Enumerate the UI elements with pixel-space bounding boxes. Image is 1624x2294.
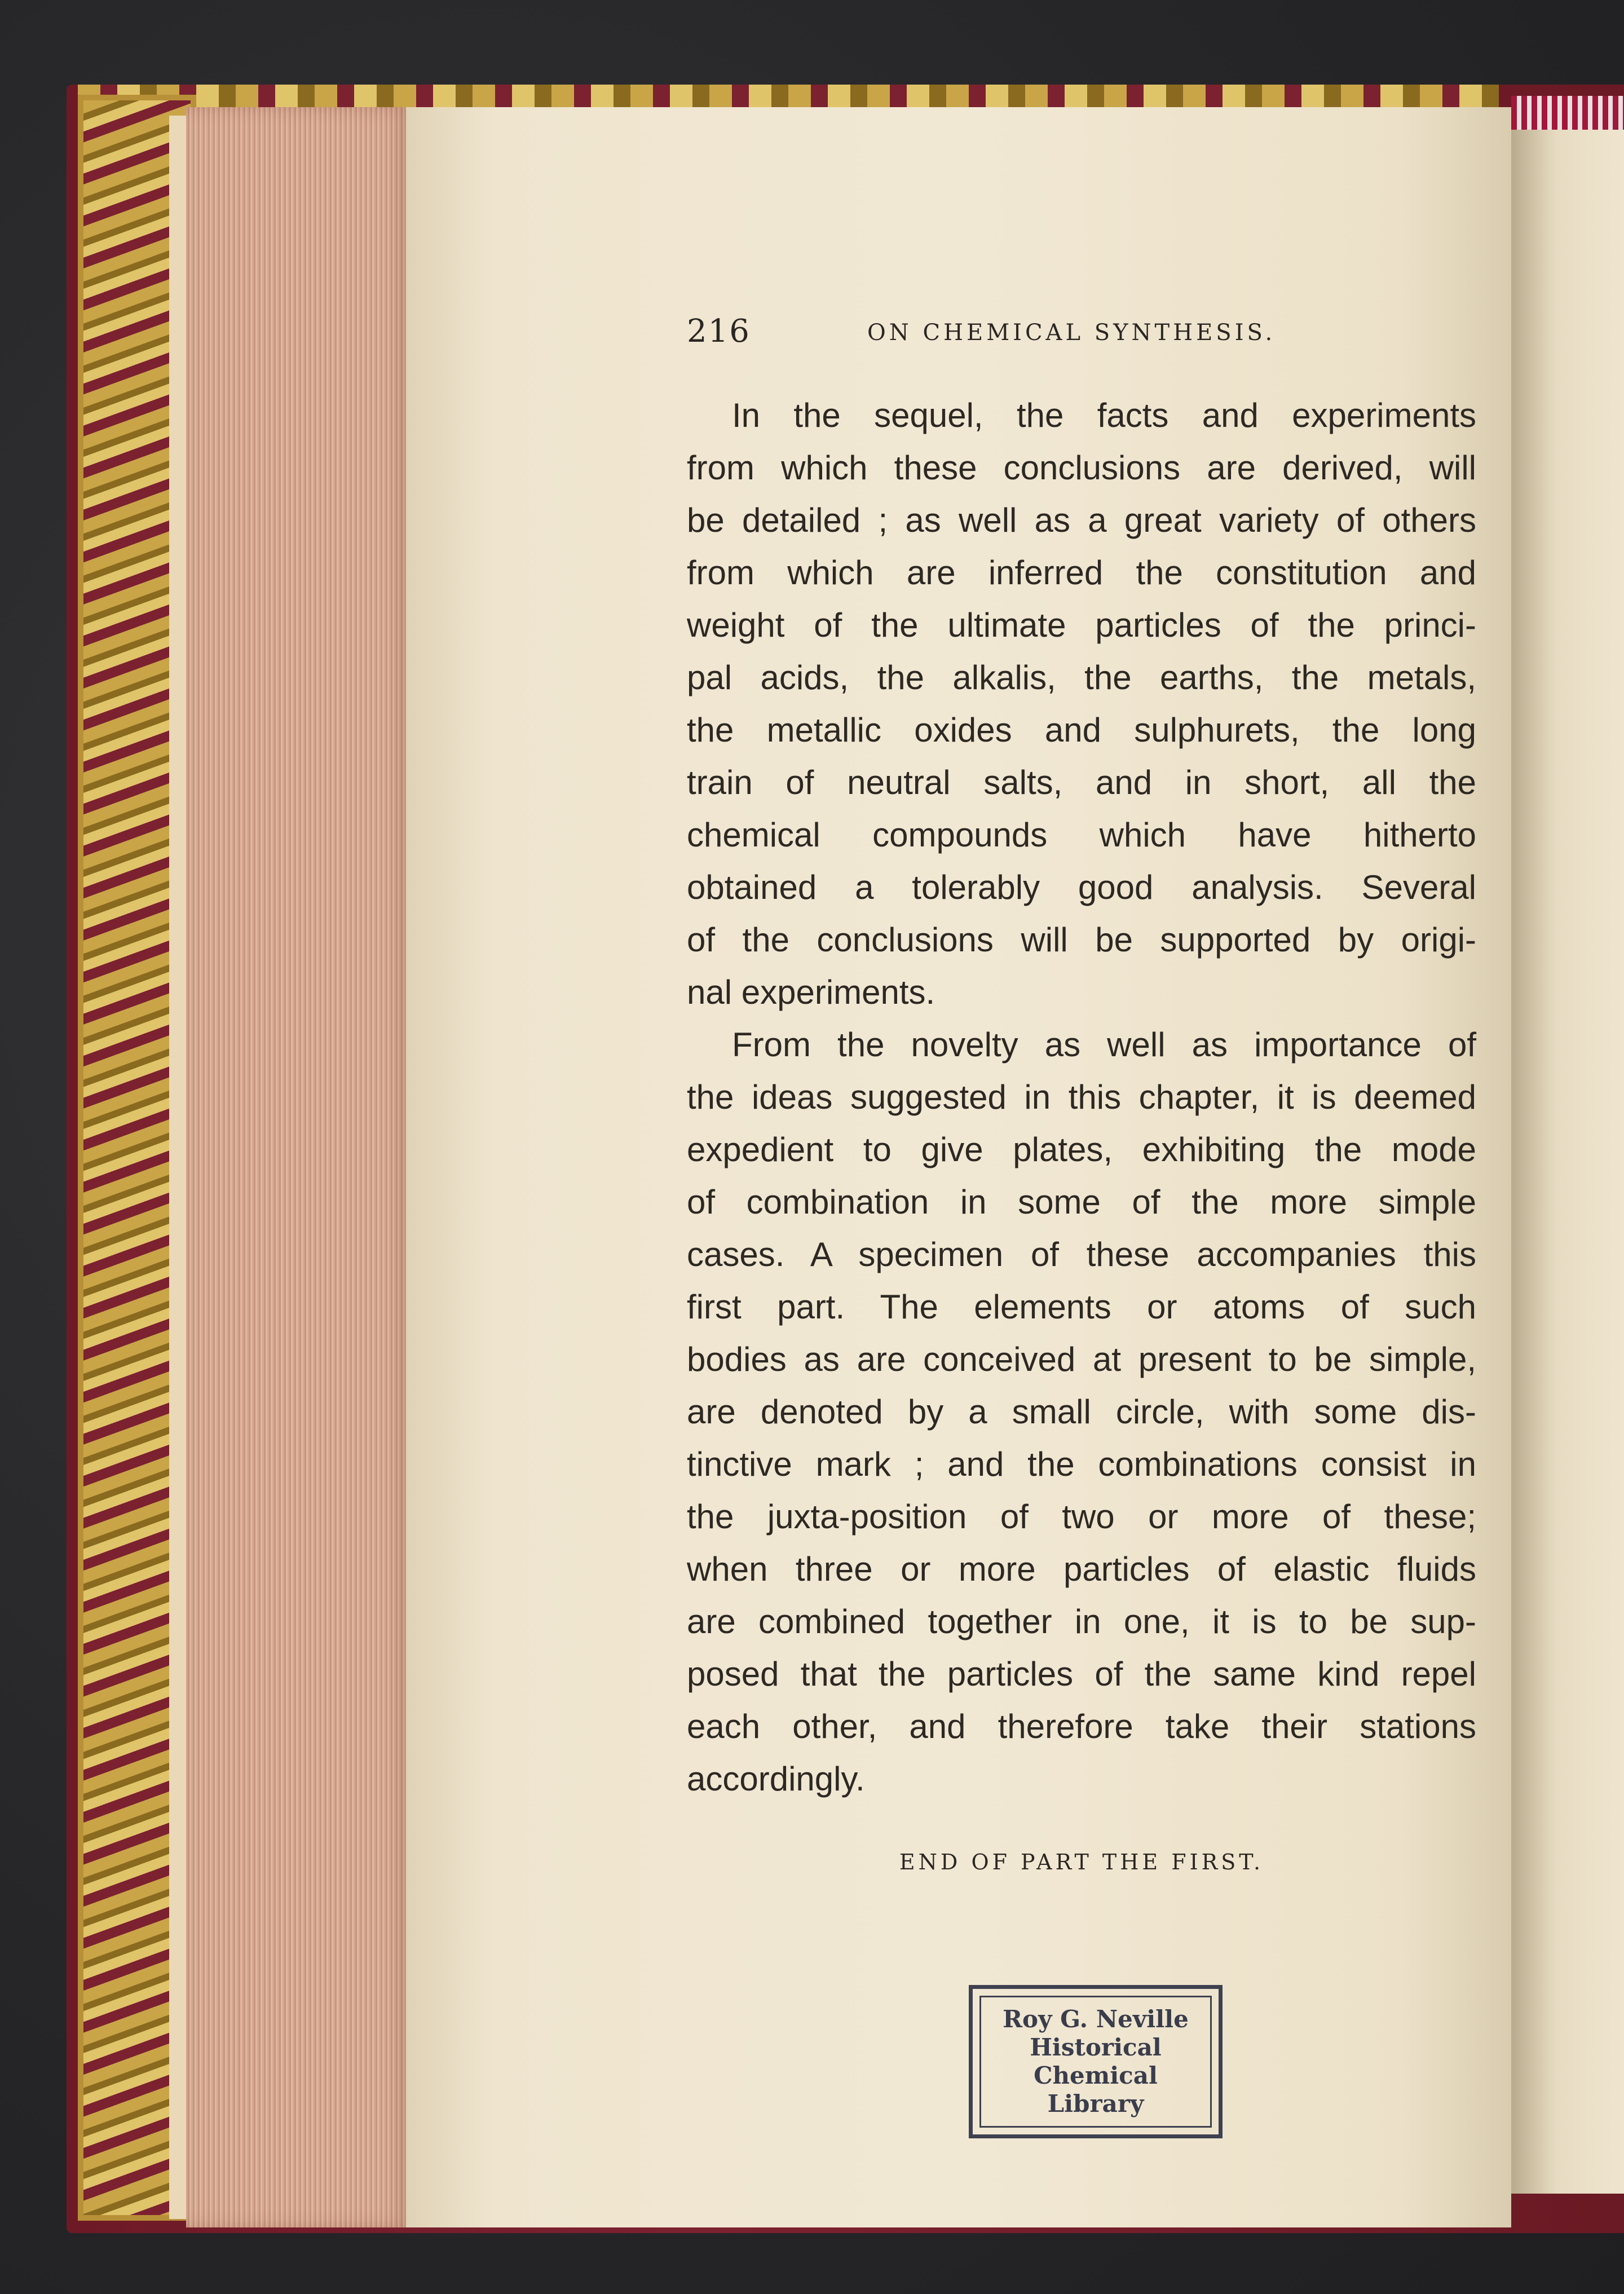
text-line: first part. The elements or atoms of such — [687, 1288, 1476, 1326]
stamp-line: Historical — [1030, 2033, 1162, 2061]
text-line: posed that the particles of the same kind repel — [687, 1655, 1476, 1693]
text-line: cases. A specimen of these accompanies this — [687, 1236, 1476, 1273]
text-line: tinctive mark ; and the combinations consist in — [687, 1445, 1476, 1483]
text-line: weight of the ultimate particles of the princi- — [687, 606, 1476, 644]
text-line: from which are inferred the constitution and — [687, 554, 1476, 592]
text-line: bodies as are conceived at present to be simple, — [687, 1340, 1476, 1378]
library-stamp — [969, 1985, 1223, 2138]
text-line: are denoted by a small circle, with some dis- — [687, 1393, 1476, 1431]
text-line: accordingly. — [687, 1760, 865, 1798]
page-header — [687, 313, 1476, 352]
text-line: expedient to give plates, exhibiting the mode — [687, 1131, 1476, 1168]
text-line: train of neutral salts, and in short, all the — [687, 764, 1476, 801]
facing-page — [1511, 130, 1624, 2194]
page-number: 216 — [687, 313, 751, 350]
text-line: of the conclusions will be supported by origi- — [687, 921, 1476, 959]
text-line: nal experiments. — [687, 973, 935, 1011]
body-text — [687, 389, 1476, 1805]
end-of-part-note: END OF PART THE FIRST. — [899, 1850, 1264, 1874]
text-line: pal acids, the alkalis, the earths, the metals, — [687, 659, 1476, 696]
text-line: are combined together in one, it is to be sup- — [687, 1603, 1476, 1640]
stamp-line: Library — [1047, 2090, 1144, 2117]
right-headband — [1511, 96, 1624, 130]
stamp-text — [983, 2005, 1208, 2118]
text-line: the ideas suggested in this chapter, it is deemed — [687, 1078, 1476, 1116]
stamp-line: Roy G. Neville — [1003, 2005, 1189, 2033]
text-line: obtained a tolerably good analysis. Several — [687, 868, 1476, 906]
text-line: when three or more particles of elastic fluids — [687, 1550, 1476, 1588]
stamp-line: Chemical — [1034, 2062, 1158, 2089]
text-line: chemical compounds which have hitherto — [687, 816, 1476, 854]
text-line: the juxta-position of two or more of these; — [687, 1498, 1476, 1536]
text-line: from which these conclusions are derived, will — [687, 449, 1476, 487]
page-edges — [186, 107, 412, 2227]
text-line: From the novelty as well as importance of — [732, 1026, 1476, 1064]
text-line: the metallic oxides and sulphurets, the long — [687, 711, 1476, 749]
text-line: of combination in some of the more simple — [687, 1183, 1476, 1221]
running-title: ON CHEMICAL SYNTHESIS. — [867, 320, 1276, 346]
text-line: each other, and therefore take their stations — [687, 1708, 1476, 1745]
text-line: In the sequel, the facts and experiments — [732, 396, 1476, 434]
text-line: be detailed ; as well as a great variety of others — [687, 501, 1476, 539]
